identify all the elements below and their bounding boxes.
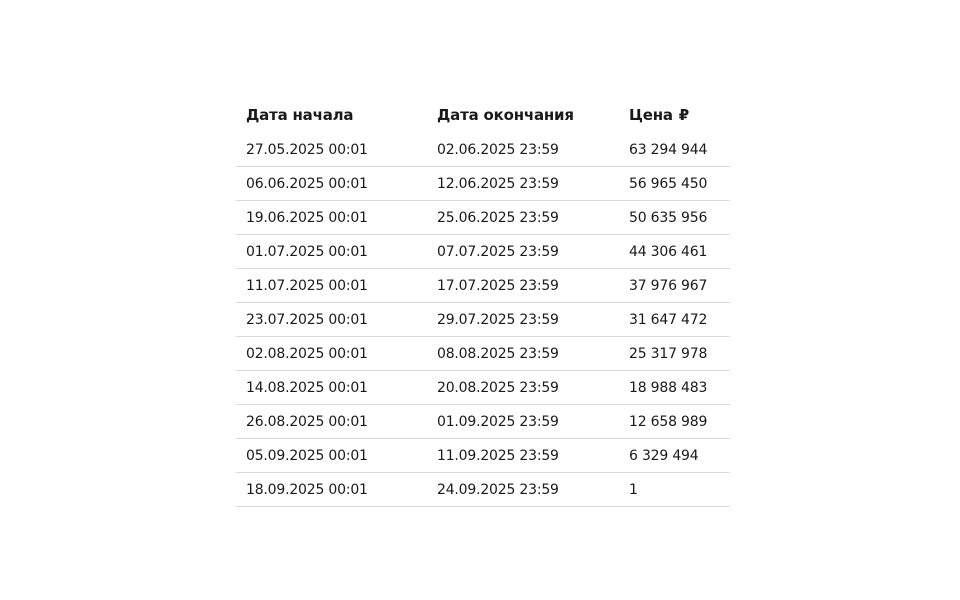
- table-row: [236, 303, 730, 337]
- start-date-cell: 05.09.2025 00:01: [236, 439, 427, 473]
- table-row: [236, 201, 730, 235]
- table-row: [236, 167, 730, 201]
- price-cell: 50 635 956: [619, 201, 730, 235]
- end-date-cell: 11.09.2025 23:59: [427, 439, 619, 473]
- start-date-cell: 06.06.2025 00:01: [236, 167, 427, 201]
- start-date-cell: 02.08.2025 00:01: [236, 337, 427, 371]
- table-row: [236, 371, 730, 405]
- end-date-cell: 25.06.2025 23:59: [427, 201, 619, 235]
- table-row: [236, 473, 730, 507]
- start-date-cell: 26.08.2025 00:01: [236, 405, 427, 439]
- start-date-cell: 01.07.2025 00:01: [236, 235, 427, 269]
- price-cell: 1: [619, 473, 730, 507]
- table-row: [236, 405, 730, 439]
- header-start-date: Дата начала: [246, 106, 354, 124]
- price-cell: 18 988 483: [619, 371, 730, 405]
- price-cell: 6 329 494: [619, 439, 730, 473]
- end-date-cell: 20.08.2025 23:59: [427, 371, 619, 405]
- price-cell: 31 647 472: [619, 303, 730, 337]
- start-date-cell: 14.08.2025 00:01: [236, 371, 427, 405]
- price-cell: 63 294 944: [619, 133, 730, 167]
- end-date-cell: 24.09.2025 23:59: [427, 473, 619, 507]
- price-cell: 56 965 450: [619, 167, 730, 201]
- ruble-icon: ₽: [678, 106, 690, 124]
- start-date-cell: 27.05.2025 00:01: [236, 133, 427, 167]
- price-cell: 12 658 989: [619, 405, 730, 439]
- start-date-cell: 11.07.2025 00:01: [236, 269, 427, 303]
- end-date-cell: 17.07.2025 23:59: [427, 269, 619, 303]
- price-cell: 44 306 461: [619, 235, 730, 269]
- price-schedule: [236, 97, 730, 507]
- header-end-date: Дата окончания: [437, 106, 574, 124]
- end-date-cell: 29.07.2025 23:59: [427, 303, 619, 337]
- price-cell: 37 976 967: [619, 269, 730, 303]
- header-row: [236, 97, 730, 133]
- end-date-cell: 08.08.2025 23:59: [427, 337, 619, 371]
- end-date-cell: 01.09.2025 23:59: [427, 405, 619, 439]
- table-body: [236, 133, 730, 507]
- header-price-label: Цена: [629, 106, 673, 124]
- table-row: [236, 337, 730, 371]
- header-price: [619, 97, 730, 133]
- table-row: [236, 235, 730, 269]
- start-date-cell: 18.09.2025 00:01: [236, 473, 427, 507]
- end-date-cell: 12.06.2025 23:59: [427, 167, 619, 201]
- price-cell: 25 317 978: [619, 337, 730, 371]
- start-date-cell: 19.06.2025 00:01: [236, 201, 427, 235]
- price-schedule-table: [236, 97, 730, 507]
- start-date-cell: 23.07.2025 00:01: [236, 303, 427, 337]
- end-date-cell: 07.07.2025 23:59: [427, 235, 619, 269]
- end-date-cell: 02.06.2025 23:59: [427, 133, 619, 167]
- table-row: [236, 133, 730, 167]
- table-row: [236, 269, 730, 303]
- table-row: [236, 439, 730, 473]
- table-header: [236, 97, 730, 133]
